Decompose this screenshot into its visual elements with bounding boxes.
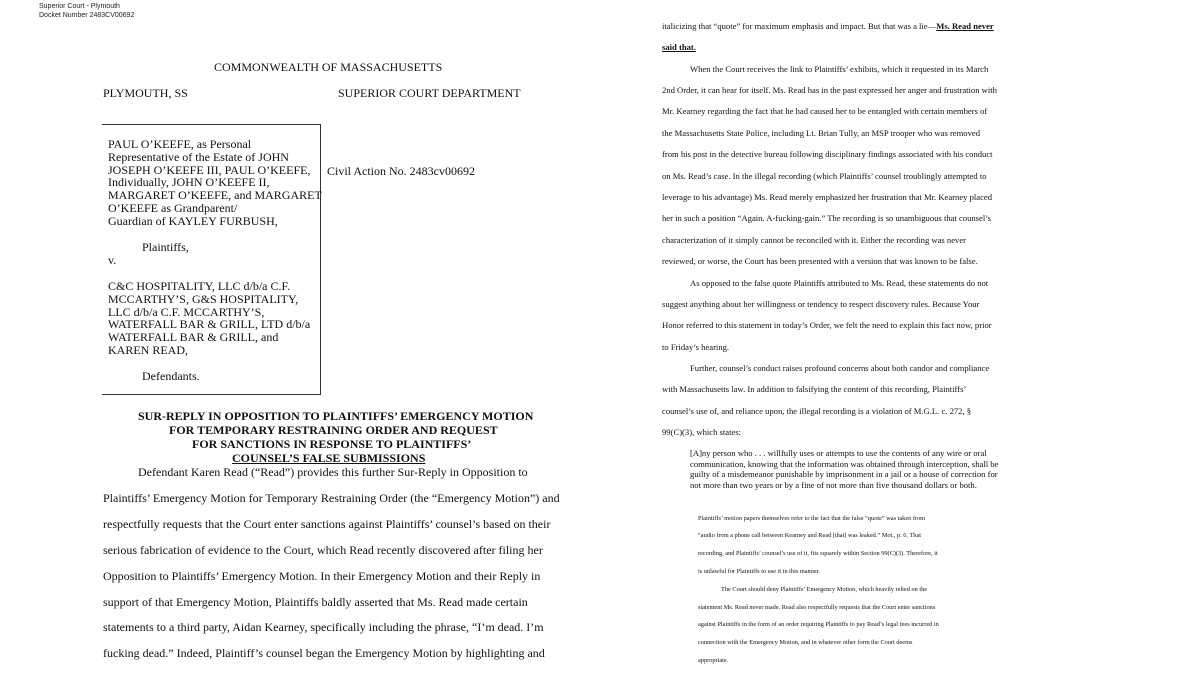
para-line: counsel’s use of, and reliance upon, the illegal recording is a violation of M.G.L. c. 272, § [662,406,972,416]
statute-quote [690,448,998,490]
body-line: serious fabrication of evidence to the Court, which Read recently discovered after filing her [103,543,543,557]
para-line: suggest anything about her willingness or tendency to respect discovery rules. Because Your [662,299,980,309]
body-line: support of that Emergency Motion, Plaintiffs baldly asserted that Ms. Read made certain [103,595,528,609]
caption-line: WATERFALL BAR & GRILL, LTD d/b/a [108,317,311,332]
plaintiffs-label: Plaintiffs, [142,240,189,254]
quote-line: communication, knowing that the information was obtained through interception, shall be [690,458,999,469]
versus: v. [108,253,117,267]
para-line: When the Court receives the link to Plaintiffs’ exhibits, which it requested in its March [690,64,989,74]
caption-line: Guardian of KAYLEY FURBUSH, [108,213,278,228]
small-line: against Plaintiffs in the form of an order requiring Plaintiffs to pay Read’s legal fees incurred in [698,621,939,628]
court-line: Superior Court - Plymouth [39,3,120,10]
quote-line: guilty of a misdemeanor punishable by imprisonment in a jail or a house of correction for [690,469,998,479]
para-line: Further, counsel’s conduct raises profound concerns about both candor and compliance [690,363,990,373]
body-line: Opposition to Plaintiffs’ Emergency Motion. In their Emergency Motion and their Reply in [103,569,541,583]
department: SUPERIOR COURT DEPARTMENT [338,86,521,100]
para-line: 99(C)(3), which states: [662,427,741,437]
para-line: Honor referred to this statement in today’s Order, we felt the need to explain this fact now, prior [662,320,992,330]
caption-line: PAUL O’KEEFE, as Personal [108,137,252,151]
small-line: connection with the Emergency Motion, and in whatever other form the Court deems [698,639,913,646]
caption-line: JOSEPH O’KEEFE III, PAUL O’KEEFE, [108,162,311,177]
quote-line: [A]ny person who . . . willfully uses or attempts to use the contents of any wire or oral [690,448,987,458]
civil-action-number: Civil Action No. 2483cv00692 [327,164,475,178]
emphasis-never: Ms. Read never [936,21,994,31]
para-line: 2nd Order, it can hear for itself. Ms. Read has in the past expressed her anger and frustration with [662,85,997,95]
document-title-line: FOR TEMPORARY RESTRAINING ORDER AND REQUEST [169,423,498,437]
caption-line: O’KEEFE as Grandparent/ [108,200,238,215]
document-title-line: FOR SANCTIONS IN RESPONSE TO PLAINTIFFS’ [192,437,472,451]
body-line: statements to a third party, Aidan Kearney, specifically including the phrase, “I’m dead. I’m [103,620,544,634]
caption-line: MCCARTHY’S, G&S HOSPITALITY, [108,291,299,306]
court-stamp [39,2,134,20]
body-line: Defendant Karen Read (“Read”) provides this further Sur-Reply in Opposition to [138,465,528,479]
para-line: reviewed, or worse, the Court has been presented with a version that was known to be false. [662,256,978,266]
small-line: The Court should deny Plaintiffs’ Emergency Motion, which heavily relied on the [721,586,928,593]
body-line: Plaintiffs’ Emergency Motion for Temporary Restraining Order (the “Emergency Motion”) and [103,491,560,505]
document-title-underlined: COUNSEL’S FALSE SUBMISSIONS [232,451,426,465]
defendants-names [108,280,310,357]
small-line: appropriate. [698,657,729,664]
body-line: respectfully requests that the Court enter sanctions against Plaintiffs’ counsel’s based on their [103,517,551,531]
small-line: is unlawful for Plaintiffs to use it in this manner. [698,568,820,575]
small-line: recording, and Plaintiffs’ counsel’s use of it, fits squarely within Section 99(C)(3). Therefore, it [698,550,938,557]
small-line: statement Ms. Read never made. Read also respectfully requests that the Court enter sanctions [698,604,936,611]
right-second-line [662,42,696,52]
para-line: to Friday’s hearing. [662,342,730,352]
right-first-line-text: italicizing that “quote” for maximum emphasis and impact. But that was a lie— [662,21,937,31]
para-line: the Massachusetts State Police, including Lt. Brian Tully, an MSP trooper who was removed [662,128,981,138]
small-line: “audio from a phone call between Kearney and Read [that] was leaked.” Mot., p. 6. That [698,532,921,539]
para-line: from his post in the detective bureau following disciplinary findings associated with his conduct [662,149,993,159]
caption-line: LLC d/b/a C.F. MCCARTHY’S, [108,304,265,319]
para-line: on Ms. Read’s case. In the illegal recording (which Plaintiffs’ counsel troublingly attempted to [662,171,987,181]
para-line: characterization of it simply cannot be reconciled with it. Either the recording was never [662,235,967,245]
docket-number: Docket Number 2483CV00692 [39,12,135,19]
commonwealth-heading: COMMONWEALTH OF MASSACHUSETTS [214,60,443,74]
small-line: Plaintiffs’ motion papers themselves refer to the fact that the false “quote” was taken from [698,515,926,522]
right-first-line [662,21,994,31]
plaintiffs-names [108,138,322,228]
caption-line: KAREN READ, [108,342,188,357]
defendants-label: Defendants. [142,369,200,383]
quote-line: not more than two years or by a fine of not more than five thousand dollars or both. [690,479,977,490]
para-line: Mr. Kearney regarding the fact that he had caused her to be entangled with certain members of [662,106,988,116]
para-line: As opposed to the false quote Plaintiffs attributed to Ms. Read, these statements do not [690,278,989,288]
emphasis-said-that: said that. [662,42,696,52]
para-line: with Massachusetts law. In addition to falsifying the content of this recording, Plaintiffs’ [662,384,967,394]
caption-line: Representative of the Estate of JOHN [108,149,289,164]
caption-line: Individually, JOHN O’KEEFE II, [108,175,270,190]
caption-line: MARGARET O’KEEFE, and MARGARET [108,188,322,203]
caption-line: WATERFALL BAR & GRILL, and [108,330,279,345]
para-line: her in such a position “Again. A-fucking-gain.” The recording is so unambiguous that counsel’s [662,213,991,223]
caption-line: C&C HOSPITALITY, LLC d/b/a C.F. [108,279,291,293]
county: PLYMOUTH, SS [103,86,188,100]
document-title-line: SUR-REPLY IN OPPOSITION TO PLAINTIFFS’ EMERGENCY MOTION [138,409,534,423]
body-line: fucking dead.” Indeed, Plaintiff’s counsel began the Emergency Motion by highlighting and [103,646,545,660]
para-line: leverage to his advantage) Ms. Read merely emphasized her frustration that Mr. Kearney placed [662,192,993,202]
